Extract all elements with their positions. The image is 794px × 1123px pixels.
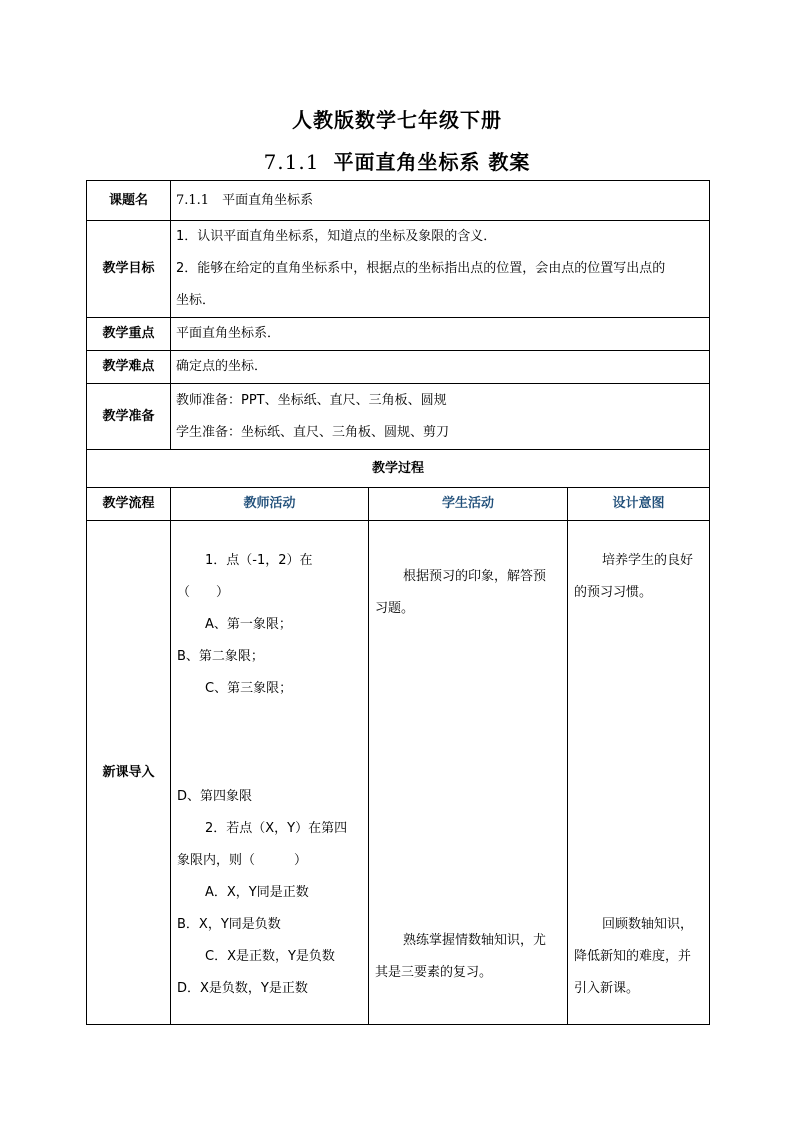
goal-line-2: 2．能够在给定的直角坐标系中，根据点的坐标指出点的位置，会由点的位置写出点的 (176, 261, 666, 276)
intro-student-cell (369, 521, 568, 1025)
design-note-2c: 引入新课。 (574, 980, 640, 996)
q1-option-a: A、第一象限； (205, 616, 292, 632)
q2-option-a: A．X，Y同是正数 (205, 884, 309, 900)
student-note-2b: 其是三要素的复习。 (375, 964, 493, 980)
q2-stem: 2．若点（X，Y）在第四 (205, 820, 348, 836)
q1-option-d: D、第四象限 (177, 788, 253, 804)
prep-label: 教学准备 (87, 384, 171, 450)
goal-line-1: 1．认识平面直角坐标系，知道点的坐标及象限的含义． (176, 229, 497, 244)
q1-stem: 1．点（-1，2）在 (205, 552, 313, 568)
col-design-header: 设计意图 (568, 488, 710, 521)
subtitle-text: 平面直角坐标系 教案 (333, 150, 531, 174)
goals-label: 教学目标 (87, 221, 171, 318)
intro-teacher-cell (171, 521, 369, 1025)
row-column-headers (87, 488, 710, 521)
row-prep (87, 384, 710, 450)
process-header: 教学过程 (87, 450, 710, 488)
design-note-1b: 的预习习惯。 (574, 584, 653, 600)
q2-option-c: C．X是正数，Y是负数 (205, 948, 335, 964)
q2-option-d: D．X是负数，Y是正数 (177, 980, 308, 996)
key-label: 教学重点 (87, 318, 171, 351)
student-note-2a: 熟练掌握情数轴知识，尤 (403, 932, 547, 948)
row-topic (87, 181, 710, 221)
intro-stage: 新课导入 (87, 521, 171, 1025)
subtitle-number: 7.1.1 (263, 150, 320, 174)
student-note-1b: 习题。 (375, 600, 415, 616)
row-goals (87, 221, 710, 318)
row-key (87, 318, 710, 351)
topic-label: 课题名 (87, 181, 171, 221)
difficulty-value: 确定点的坐标． (171, 351, 710, 384)
prep-teacher: 教师准备：PPT、坐标纸、直尺、三角板、圆规 (176, 392, 447, 408)
document-title: 人教版数学七年级下册 (292, 108, 502, 132)
q1-blank: （ ） (177, 584, 230, 600)
col-flow-header: 教学流程 (87, 488, 171, 521)
document-subtitle (0, 146, 794, 175)
col-student-header: 学生活动 (369, 488, 568, 521)
q2-blank: 象限内，则（ ） (177, 852, 308, 868)
difficulty-label: 教学难点 (87, 351, 171, 384)
q1-option-b: B、第二象限； (177, 648, 264, 664)
row-process-header (87, 450, 710, 488)
design-note-2a: 回顾数轴知识， (602, 916, 694, 932)
col-teacher-header: 教师活动 (171, 488, 369, 521)
prep-student: 学生准备：坐标纸、直尺、三角板、圆规、剪刀 (176, 424, 450, 440)
q2-option-b: B．X，Y同是负数 (177, 916, 281, 932)
intro-design-cell (568, 521, 710, 1025)
topic-value: 7.1.1 平面直角坐标系 (171, 181, 710, 221)
row-intro (87, 521, 710, 1025)
lesson-plan-table (86, 180, 710, 1025)
design-note-2b: 降低新知的难度，并 (574, 948, 692, 964)
design-note-1a: 培养学生的良好 (602, 552, 694, 568)
student-note-1a: 根据预习的印象，解答预 (403, 568, 547, 584)
goal-line-3: 坐标． (176, 293, 216, 308)
key-value: 平面直角坐标系． (171, 318, 710, 351)
prep-value (171, 384, 710, 450)
q1-option-c: C、第三象限； (205, 680, 293, 696)
goals-value (171, 221, 710, 318)
row-difficulty (87, 351, 710, 384)
